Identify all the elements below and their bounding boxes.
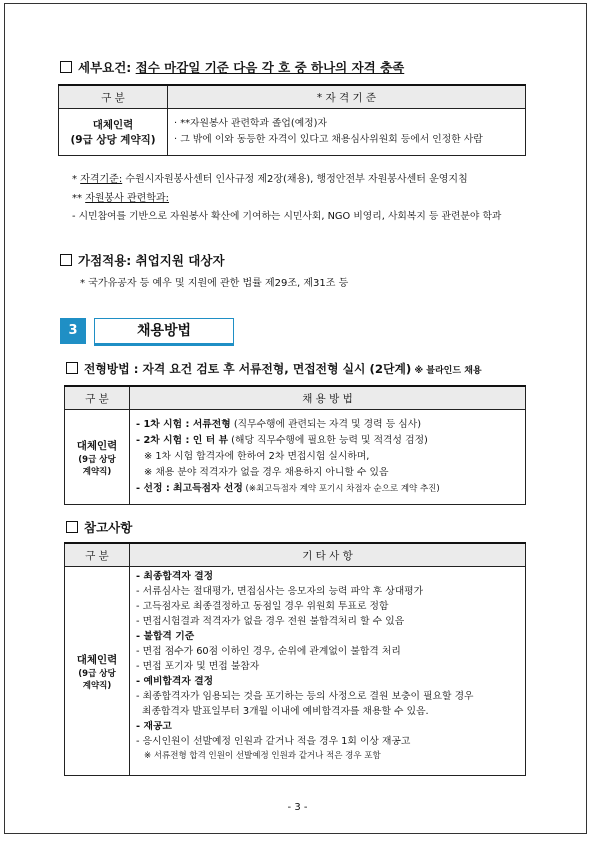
bonus-note: * 국가유공자 등 예우 및 지원에 관한 법률 제29조, 제31조 등 <box>80 278 349 289</box>
etc-line: - 서류심사는 절대평가, 면접심사는 응모자의 능력 파악 후 상대평가 <box>136 586 424 597</box>
reference-table <box>64 542 526 776</box>
row-label-line: 대체인력 <box>92 119 134 131</box>
heading-prefix: 세부요건: <box>78 60 136 75</box>
etc-line: - 응시인원이 선발예정 인원과 같거나 적을 경우 1회 이상 재공고 <box>136 736 411 747</box>
note-majors-detail: - 시민참여를 기반으로 자원봉사 확산에 기여하는 시민사회, NGO 비영리, 사회복지 등 관련분야 학과 <box>72 211 502 222</box>
heading-text: 전형방법 : 자격 요건 검토 후 서류전형, 면접전형 실시 (2단계) <box>84 362 412 376</box>
etc-line: - 면접시험결과 적격자가 없을 경우 전원 불합격처리 할 수 있음 <box>136 616 405 627</box>
method-line <box>130 433 525 449</box>
note-qualification-basis <box>72 170 468 185</box>
section-number-badge: 3 <box>60 318 86 344</box>
method-line-rest: (직무수행에 관련되는 자격 및 경력 등 심사) <box>230 419 422 430</box>
checkbox-square-icon <box>66 521 78 533</box>
method-cell <box>130 410 526 505</box>
checkbox-square-icon <box>60 254 72 266</box>
method-line-bold: - 선정 : 최고득점자 선정 <box>136 483 243 494</box>
method-line <box>130 481 525 497</box>
table-header-method: 채 용 방 법 <box>130 386 526 410</box>
method-line: ※ 채용 분야 적격자가 없을 경우 채용하지 아니할 수 있음 <box>144 467 389 478</box>
criteria-cell <box>168 109 526 156</box>
etc-line: - 고득점자로 최종결정하고 동점일 경우 위원회 투표로 정함 <box>136 601 389 612</box>
checkbox-square-icon <box>60 61 72 73</box>
row-label-cell <box>65 410 130 505</box>
section-heading-selection <box>66 360 482 377</box>
etc-heading: - 예비합격자 결정 <box>136 676 214 687</box>
section-heading-notes <box>66 518 132 536</box>
heading-text: 참고사항 <box>84 520 133 535</box>
method-line-rest: (해당 직무수행에 필요한 능력 및 적격성 검정) <box>228 435 428 446</box>
etc-cell <box>130 567 526 776</box>
etc-line: ※ 서류전형 합격 인원이 선발예정 인원과 같거나 적은 경우 포함 <box>144 751 381 761</box>
method-line <box>130 417 525 433</box>
page-number: - 3 - <box>287 802 308 813</box>
row-label-line: (9급 상당 계약직) <box>70 134 156 146</box>
row-label-line: 계약직) <box>82 466 112 477</box>
etc-heading: - 최종합격자 결정 <box>136 571 214 582</box>
criteria-item: · 그 밖에 이와 동등한 자격이 있다고 채용심사위원회 등에서 인정한 사람 <box>174 134 483 145</box>
method-line-bold: - 2차 시험 : 인 터 뷰 <box>136 435 229 446</box>
row-label-line: (9급 상당 <box>78 668 116 679</box>
method-line: ※ 1차 시험 합격자에 한하여 2차 면접시험 실시하며, <box>144 451 370 462</box>
method-line-bold: - 1차 시험 : 서류전형 <box>136 419 231 430</box>
criteria-item: · **자원봉사 관련학과 졸업(예정)자 <box>174 118 327 129</box>
qualification-table <box>58 84 526 156</box>
etc-line: - 최종합격자가 임용되는 것을 포기하는 등의 사정으로 결원 보충이 필요할 경우 <box>136 691 474 702</box>
row-label-line: (9급 상당 <box>78 454 116 465</box>
method-line-rest: (※최고득점자 계약 포기시 차점자 순으로 계약 추진) <box>242 484 440 494</box>
section-heading-bonus <box>60 251 225 269</box>
note-marker: * <box>72 174 81 185</box>
note-label: 자원봉사 관련학과: <box>85 193 170 204</box>
heading-note: ※ 블라인드 채용 <box>411 366 482 376</box>
etc-heading: - 불합격 기준 <box>136 631 195 642</box>
row-label-cell <box>59 109 168 156</box>
table-header-category: 구 분 <box>59 85 168 109</box>
etc-line: - 면접 포기자 및 면접 불참자 <box>136 661 260 672</box>
table-header-category: 구 분 <box>65 386 130 410</box>
etc-heading: - 재공고 <box>136 721 172 732</box>
note-label: 자격기준: <box>80 174 123 185</box>
row-label-line: 대체인력 <box>76 439 118 452</box>
section-heading-requirements <box>60 58 404 76</box>
checkbox-square-icon <box>66 362 78 374</box>
selection-method-table <box>64 385 526 505</box>
heading-underlined: 접수 마감일 기준 다음 각 호 중 하나의 자격 충족 <box>135 60 405 75</box>
table-header-criteria: * 자 격 기 준 <box>168 85 526 109</box>
note-text: 수원시자원봉사센터 인사규정 제2장(채용), 행정안전부 자원봉사센터 운영지침 <box>122 174 468 185</box>
row-label-cell <box>65 567 130 776</box>
etc-line: - 면접 점수가 60점 이하인 경우, 순위에 관계없이 불합격 처리 <box>136 646 401 657</box>
table-header-etc: 기 타 사 항 <box>130 543 526 567</box>
row-label-line: 대체인력 <box>76 653 118 666</box>
section-title: 채용방법 <box>94 318 234 346</box>
heading-text: 가점적용: 취업지원 대상자 <box>78 253 225 268</box>
row-label-line: 계약직) <box>82 680 112 691</box>
etc-line: 최종합격자 발표일부터 3개월 이내에 예비합격자를 채용할 수 있음. <box>142 706 429 717</box>
note-marker: ** <box>72 193 86 204</box>
table-header-category: 구 분 <box>65 543 130 567</box>
note-related-majors <box>72 189 169 204</box>
